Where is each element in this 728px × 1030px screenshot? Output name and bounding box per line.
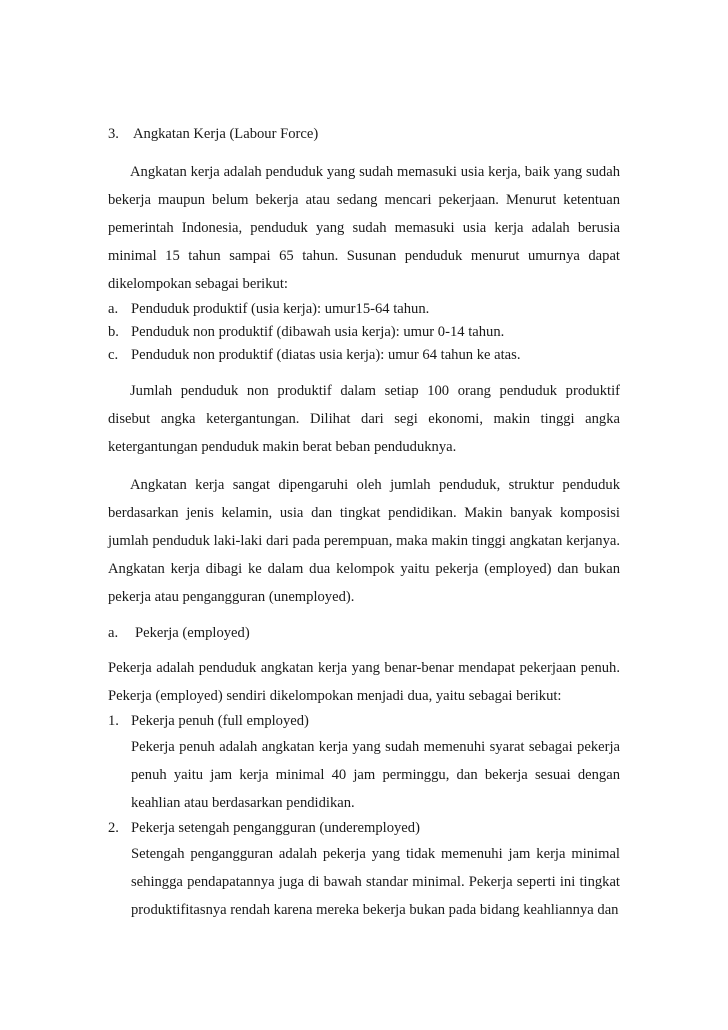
worker-type-title: Pekerja setengah pengangguran (underemployed) <box>131 820 420 836</box>
list-item-text: Penduduk non produktif (dibawah usia kerja): umur 0-14 tahun. <box>131 324 505 340</box>
worker-type-heading <box>108 710 620 733</box>
subsection-title: Pekerja (employed) <box>135 625 250 641</box>
worker-type-heading <box>108 817 620 840</box>
list-marker: 2. <box>108 820 119 836</box>
worker-type-body: Pekerja penuh adalah angkatan kerja yang sudah memenuhi syarat sebagai pekerja penuh yaitu jam kerja minimal 40 jam perminggu, dan bekerja sesuai dengan keahlian atau berdasarkan pendidikan. <box>131 739 620 811</box>
list-item-age-group <box>108 321 620 344</box>
list-marker: 1. <box>108 713 119 729</box>
paragraph-labour-force-definition: Angkatan kerja adalah penduduk yang sudah memasuki usia kerja, baik yang sudah bekerja maupun belum bekerja atau sedang mencari pekerjaan. Menurut ketentuan pemerintah Indonesia, penduduk yang sudah memasuki usia kerja adalah berusia minimal 15 tahun sampai 65 tahun. Susunan penduduk menurut umurnya dapat dikelompokan sebagai berikut: <box>108 164 620 292</box>
paragraph-employed-definition: Pekerja adalah penduduk angkatan kerja yang benar-benar mendapat pekerjaan penuh. Pekerja (employed) sendiri dikelompokan menjadi dua, yaitu sebagai berikut: <box>108 660 620 704</box>
worker-type-body: Setengah pengangguran adalah pekerja yang tidak memenuhi jam kerja minimal sehingga pendapatannya juga di bawah standar minimal. Pekerja seperti ini tingkat produktifitasnya rendah karena mereka bekerja bukan pada bidang keahliannya dan <box>131 846 620 918</box>
list-item-age-group <box>108 298 620 321</box>
list-item-text: Penduduk non produktif (diatas usia kerja): umur 64 tahun ke atas. <box>131 347 521 363</box>
subsection-marker: a. <box>108 625 119 641</box>
paragraph-labour-force-factors: Angkatan kerja sangat dipengaruhi oleh jumlah penduduk, struktur penduduk berdasarkan jenis kelamin, usia dan tingkat pendidikan. Makin banyak komposisi jumlah penduduk laki-laki dari pada perempuan, maka makin tinggi angkatan kerjanya. Angkatan kerja dibagi ke dalam dua kelompok yaitu pekerja (employed) dan bukan pekerja atau pengangguran (unemployed). <box>108 477 620 605</box>
section-heading <box>108 122 620 147</box>
paragraph-dependency-ratio: Jumlah penduduk non produktif dalam setiap 100 orang penduduk produktif disebut angka ketergantungan. Dilihat dari segi ekonomi, makin tinggi angka ketergantungan penduduk makin berat beban penduduknya. <box>108 383 620 455</box>
list-marker: a. <box>108 301 119 317</box>
section-title: Angkatan Kerja (Labour Force) <box>133 126 319 142</box>
document-page <box>108 122 620 924</box>
list-item-age-group <box>108 344 620 367</box>
list-marker: b. <box>108 324 119 340</box>
list-marker: c. <box>108 347 119 363</box>
worker-type-title: Pekerja penuh (full employed) <box>131 713 309 729</box>
subsection-heading <box>108 621 620 646</box>
list-item-text: Penduduk produktif (usia kerja): umur15-64 tahun. <box>131 301 430 317</box>
section-number: 3. <box>108 126 119 142</box>
